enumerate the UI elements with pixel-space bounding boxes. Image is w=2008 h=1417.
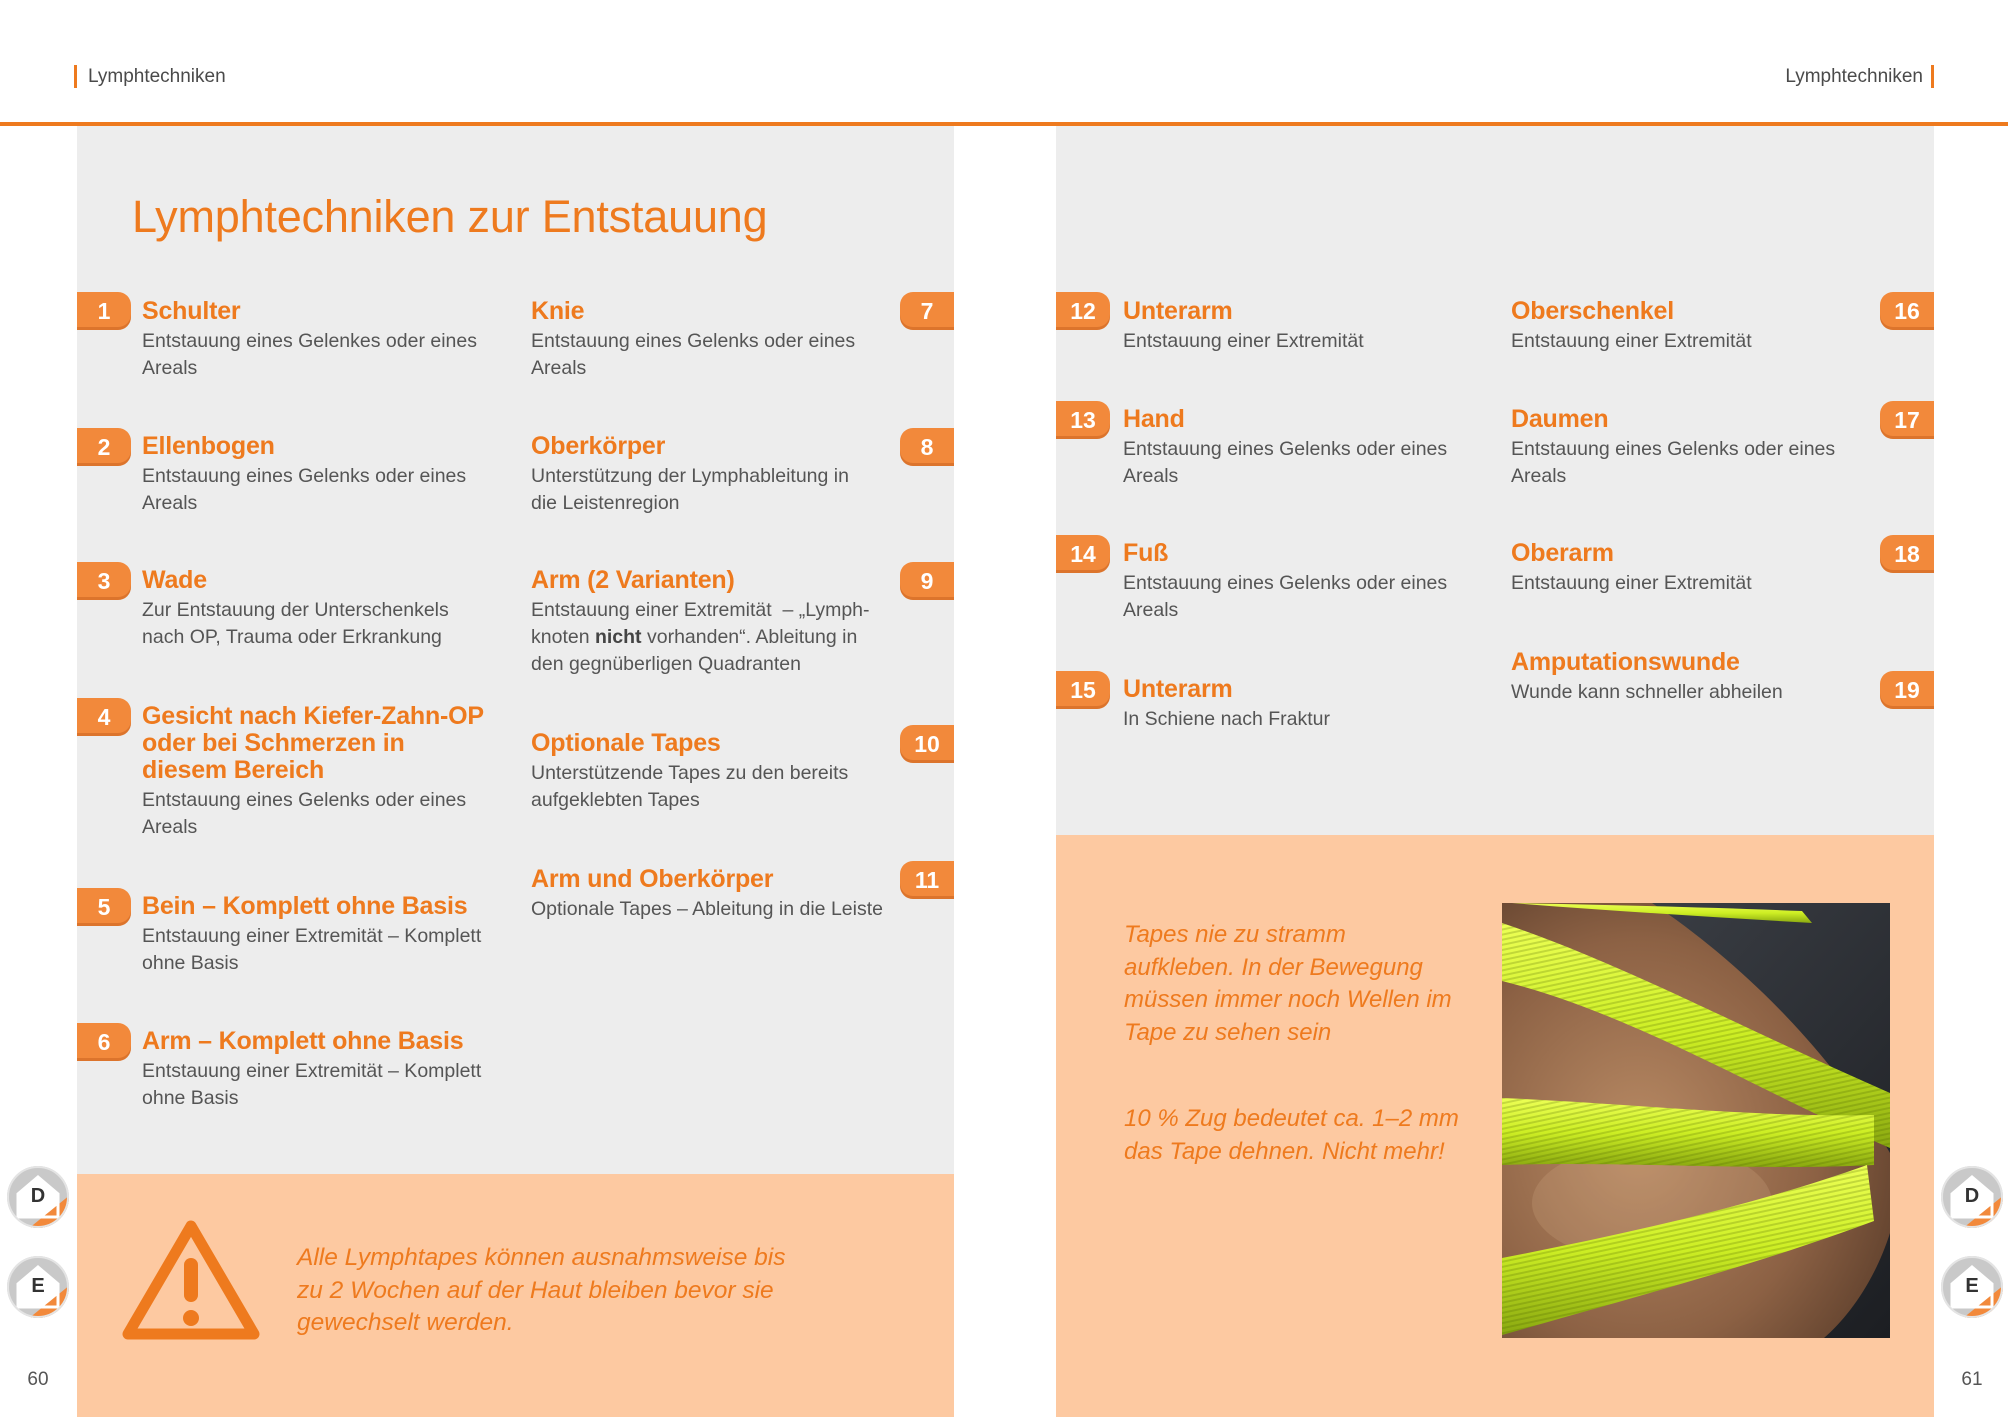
- technique-description: Entstauung eines Gelenks oder eines Areals: [142, 465, 467, 514]
- technique-title: Bein – Komplett ohne Basis: [142, 892, 468, 920]
- technique-description: Unterstützung der Lymphableitung in die Leistenregion: [531, 465, 849, 514]
- technique-title: Fuß: [1123, 539, 1169, 567]
- technique-title: Oberschenkel: [1511, 297, 1674, 325]
- technique-item: [1511, 298, 1752, 355]
- technique-description: Entstauung eines Gelenks oder eines Areals: [1123, 572, 1448, 621]
- technique-title: Optionale Tapes: [531, 729, 721, 757]
- header-accent-bar: [74, 65, 77, 88]
- technique-number-badge: 8: [900, 428, 954, 466]
- technique-title: Arm – Komplett ohne Basis: [142, 1027, 464, 1055]
- side-tab-e[interactable]: [6, 1255, 70, 1319]
- technique-item: [531, 567, 870, 678]
- technique-description: Entstauung einer Extremität: [1123, 330, 1364, 352]
- technique-item: [1511, 406, 1835, 490]
- technique-title: Unterarm: [1123, 297, 1233, 325]
- technique-item: [142, 703, 484, 841]
- technique-description: Entstauung eines Gelenks oder eines Areals: [1123, 438, 1448, 487]
- technique-item: [142, 433, 466, 517]
- side-tab-letter: E: [1965, 1275, 1979, 1297]
- technique-item: [1511, 649, 1783, 706]
- technique-number-badge: 15: [1056, 671, 1110, 709]
- running-title-right: Lymphtechniken: [1785, 66, 1923, 87]
- side-tab-d[interactable]: [6, 1165, 70, 1229]
- technique-description: Entstauung eines Gelenks oder eines Areals: [531, 330, 856, 379]
- technique-title: Unterarm: [1123, 675, 1233, 703]
- technique-item: [531, 730, 848, 814]
- header-accent-bar: [1931, 65, 1934, 88]
- technique-number-badge: 10: [900, 725, 954, 763]
- technique-number-badge: 6: [77, 1023, 131, 1061]
- side-tab-e[interactable]: [1940, 1255, 2004, 1319]
- page-number-left: 60: [27, 1369, 49, 1390]
- technique-description: Entstauung einer Extremität: [1511, 572, 1752, 594]
- technique-number-badge: 4: [77, 698, 131, 736]
- side-tab-letter: E: [31, 1275, 45, 1297]
- side-tab-d[interactable]: [1940, 1165, 2004, 1229]
- technique-item: [1123, 298, 1364, 355]
- technique-number-badge: 7: [900, 292, 954, 330]
- technique-number-badge: 3: [77, 562, 131, 600]
- technique-description: Entstauung eines Gelenkes oder eines Areals: [142, 330, 477, 379]
- technique-number-badge: 13: [1056, 401, 1110, 439]
- technique-description: Wunde kann schneller abheilen: [1511, 681, 1783, 703]
- technique-item: [1123, 676, 1330, 733]
- technique-title: Knie: [531, 297, 585, 325]
- technique-title: Amputationswunde: [1511, 648, 1740, 676]
- technique-item: [1123, 540, 1447, 624]
- taped-limb-photo: [1502, 903, 1890, 1338]
- side-tab-letter: D: [30, 1185, 46, 1207]
- technique-number-badge: 16: [1880, 292, 1934, 330]
- tip-text: Tapes nie zu stramm aufkleben. In der Bewegung müssen immer noch Wellen im Tape zu sehen sein: [1124, 921, 1452, 1046]
- technique-number-badge: 12: [1056, 292, 1110, 330]
- technique-description: Optionale Tapes – Ableitung in die Leiste: [531, 898, 883, 920]
- technique-item: [142, 567, 449, 651]
- technique-number-badge: 1: [77, 292, 131, 330]
- side-tab-letter: D: [1964, 1185, 1980, 1207]
- technique-item: [1511, 540, 1752, 597]
- technique-title: Daumen: [1511, 405, 1609, 433]
- technique-item: [142, 893, 481, 977]
- warning-triangle-icon: [118, 1214, 264, 1346]
- warning-text: Alle Lymphtapes können ausnahmsweise bis zu 2 Wochen auf der Haut bleiben bevor sie gewechselt werden.: [297, 1244, 786, 1336]
- technique-item: [142, 1028, 481, 1112]
- technique-description: Unterstützende Tapes zu den bereits aufgeklebten Tapes: [531, 762, 849, 811]
- technique-number-badge: 18: [1880, 535, 1934, 573]
- technique-number-badge: 19: [1880, 671, 1934, 709]
- technique-title: Schulter: [142, 297, 241, 325]
- technique-item: [1123, 406, 1447, 490]
- page-number-right: 61: [1961, 1369, 1983, 1390]
- technique-title: Hand: [1123, 405, 1185, 433]
- technique-description: Entstauung einer Extremität – Komplett ohne Basis: [142, 925, 482, 974]
- technique-title: Arm und Oberkörper: [531, 865, 774, 893]
- technique-description: In Schiene nach Fraktur: [1123, 708, 1331, 730]
- technique-description: Entstauung eines Gelenks oder eines Areals: [1511, 438, 1836, 487]
- technique-item: [531, 298, 855, 382]
- technique-number-badge: 17: [1880, 401, 1934, 439]
- technique-item: [531, 866, 883, 923]
- technique-title: Arm (2 Varianten): [531, 566, 735, 594]
- description-emphasis: nicht: [594, 626, 642, 648]
- technique-title: Ellenbogen: [142, 432, 275, 460]
- description-text: vorhanden“. Ableitung in den gegnüberligen Quadranten: [531, 626, 858, 675]
- technique-item: [142, 298, 477, 382]
- technique-description: Zur Entstauung der Unterschenkels nach OP, Trauma oder Erkrankung: [142, 599, 449, 648]
- technique-number-badge: 11: [900, 861, 954, 899]
- page-title: Lymphtechniken zur Entstauung: [132, 191, 768, 242]
- technique-description: Entstauung einer Extremität – Komplett ohne Basis: [142, 1060, 482, 1109]
- technique-description: Entstauung eines Gelenks oder eines Areals: [142, 789, 467, 838]
- description-text: Entstauung einer Extremität – „Lymph- knoten: [531, 599, 870, 648]
- technique-number-badge: 14: [1056, 535, 1110, 573]
- technique-description: Entstauung einer Extremität: [1511, 330, 1752, 352]
- technique-description: [531, 597, 870, 678]
- running-title-left: Lymphtechniken: [88, 66, 226, 87]
- technique-title: Wade: [142, 566, 207, 594]
- technique-title: Oberarm: [1511, 539, 1614, 567]
- tip-text: 10 % Zug bedeutet ca. 1–2 mm das Tape dehnen. Nicht mehr!: [1124, 1105, 1459, 1165]
- technique-number-badge: 9: [900, 562, 954, 600]
- technique-item: [531, 433, 849, 517]
- technique-number-badge: 2: [77, 428, 131, 466]
- technique-title: Oberkörper: [531, 432, 666, 460]
- technique-number-badge: 5: [77, 888, 131, 926]
- technique-title: Gesicht nach Kiefer-Zahn-OP oder bei Schmerzen in diesem Bereich: [142, 702, 484, 784]
